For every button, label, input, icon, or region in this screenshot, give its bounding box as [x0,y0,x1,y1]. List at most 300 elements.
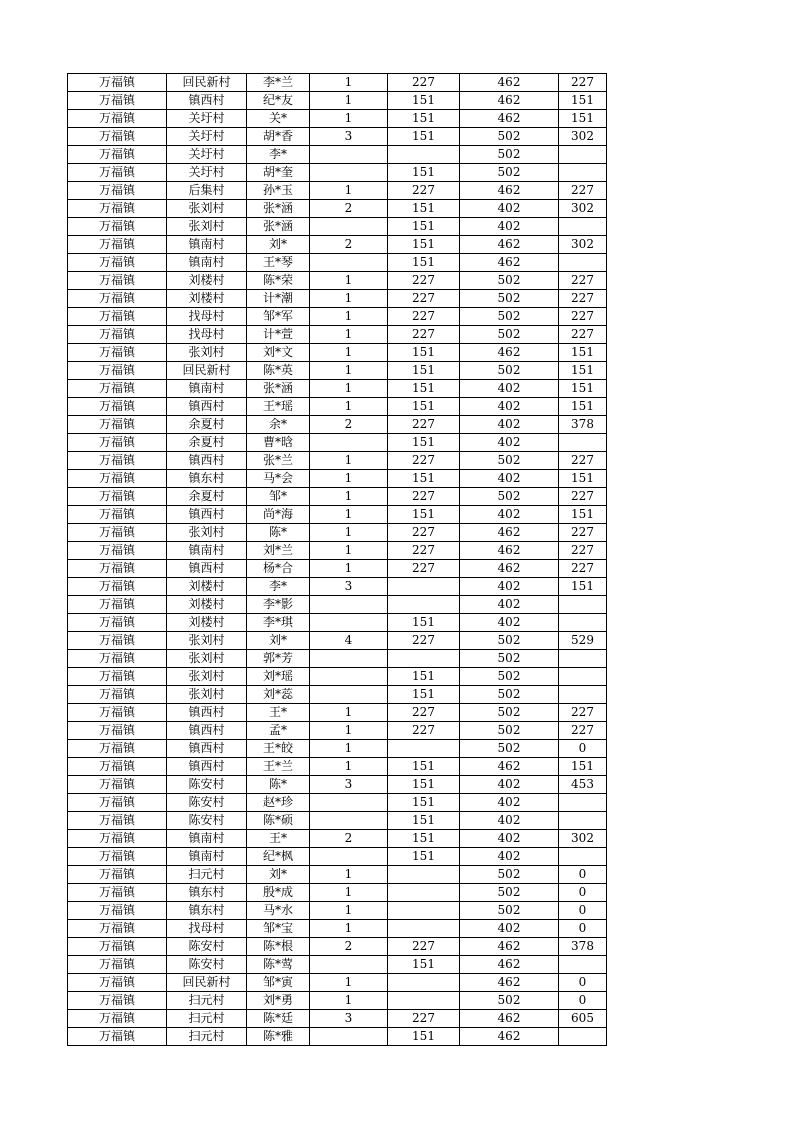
amount-a-cell: 151 [388,380,460,398]
total-cell: 0 [559,992,607,1010]
town-cell: 万福镇 [68,290,167,308]
name-cell: 张*涵 [247,218,310,236]
table-body [68,74,607,1046]
table-row [68,218,607,236]
name-cell: 孙*玉 [247,182,310,200]
amount-a-cell: 151 [388,362,460,380]
town-cell: 万福镇 [68,884,167,902]
count-cell: 1 [310,326,388,344]
table-row [68,920,607,938]
name-cell: 郭*芳 [247,650,310,668]
total-cell: 227 [559,326,607,344]
table-row [68,434,607,452]
count-cell: 1 [310,362,388,380]
count-cell: 1 [310,992,388,1010]
amount-a-cell: 151 [388,398,460,416]
table-row [68,740,607,758]
name-cell: 邹*军 [247,308,310,326]
amount-a-cell: 151 [388,164,460,182]
total-cell [559,686,607,704]
town-cell: 万福镇 [68,632,167,650]
name-cell: 王* [247,830,310,848]
amount-b-cell: 402 [460,596,559,614]
name-cell: 陈*根 [247,938,310,956]
name-cell: 余* [247,416,310,434]
count-cell: 4 [310,632,388,650]
total-cell: 0 [559,884,607,902]
total-cell: 302 [559,200,607,218]
count-cell [310,596,388,614]
table-row [68,146,607,164]
total-cell: 151 [559,398,607,416]
amount-b-cell: 462 [460,74,559,92]
town-cell: 万福镇 [68,1028,167,1046]
amount-b-cell: 462 [460,560,559,578]
village-cell: 镇东村 [167,470,247,488]
town-cell: 万福镇 [68,578,167,596]
town-cell: 万福镇 [68,776,167,794]
village-cell: 镇西村 [167,740,247,758]
amount-a-cell [388,866,460,884]
village-cell: 镇西村 [167,758,247,776]
count-cell: 1 [310,398,388,416]
amount-a-cell: 151 [388,956,460,974]
name-cell: 陈*莺 [247,956,310,974]
amount-b-cell: 462 [460,524,559,542]
town-cell: 万福镇 [68,236,167,254]
total-cell: 151 [559,92,607,110]
count-cell [310,668,388,686]
amount-a-cell: 151 [388,506,460,524]
total-cell: 151 [559,506,607,524]
count-cell: 1 [310,470,388,488]
amount-b-cell: 402 [460,794,559,812]
total-cell: 378 [559,938,607,956]
table-row [68,398,607,416]
table-row [68,524,607,542]
village-cell: 余夏村 [167,488,247,506]
total-cell: 0 [559,974,607,992]
amount-b-cell: 462 [460,236,559,254]
name-cell: 殷*成 [247,884,310,902]
count-cell: 2 [310,200,388,218]
amount-a-cell [388,650,460,668]
table-row [68,704,607,722]
amount-a-cell: 151 [388,830,460,848]
total-cell: 302 [559,830,607,848]
village-cell: 镇东村 [167,902,247,920]
count-cell: 1 [310,866,388,884]
name-cell: 赵*珍 [247,794,310,812]
town-cell: 万福镇 [68,470,167,488]
name-cell: 李*兰 [247,74,310,92]
town-cell: 万福镇 [68,182,167,200]
count-cell: 1 [310,92,388,110]
village-cell: 张刘村 [167,668,247,686]
amount-a-cell [388,902,460,920]
table-row [68,470,607,488]
table-row [68,290,607,308]
table-row [68,200,607,218]
count-cell: 3 [310,1010,388,1028]
amount-b-cell: 502 [460,326,559,344]
village-cell: 镇东村 [167,884,247,902]
table-row [68,686,607,704]
amount-a-cell: 151 [388,668,460,686]
table-row [68,884,607,902]
name-cell: 马*水 [247,902,310,920]
town-cell: 万福镇 [68,704,167,722]
amount-a-cell: 151 [388,776,460,794]
amount-b-cell: 502 [460,704,559,722]
amount-b-cell: 502 [460,128,559,146]
town-cell: 万福镇 [68,758,167,776]
town-cell: 万福镇 [68,902,167,920]
village-cell: 镇西村 [167,704,247,722]
town-cell: 万福镇 [68,434,167,452]
count-cell: 1 [310,902,388,920]
town-cell: 万福镇 [68,326,167,344]
table-row [68,776,607,794]
amount-b-cell: 502 [460,632,559,650]
village-cell: 刘楼村 [167,596,247,614]
data-table [67,73,607,1046]
village-cell: 镇西村 [167,452,247,470]
table-row [68,812,607,830]
amount-a-cell: 227 [388,74,460,92]
total-cell [559,254,607,272]
count-cell: 1 [310,506,388,524]
amount-b-cell: 462 [460,542,559,560]
amount-b-cell: 462 [460,182,559,200]
table-row [68,992,607,1010]
name-cell: 刘* [247,632,310,650]
name-cell: 李*琪 [247,614,310,632]
total-cell: 227 [559,524,607,542]
village-cell: 镇西村 [167,722,247,740]
total-cell: 529 [559,632,607,650]
amount-a-cell [388,884,460,902]
town-cell: 万福镇 [68,92,167,110]
table-row [68,362,607,380]
amount-a-cell: 227 [388,290,460,308]
amount-b-cell: 402 [460,470,559,488]
amount-b-cell: 402 [460,812,559,830]
amount-b-cell: 462 [460,344,559,362]
amount-b-cell: 502 [460,740,559,758]
village-cell: 张刘村 [167,344,247,362]
town-cell: 万福镇 [68,974,167,992]
table-row [68,506,607,524]
total-cell [559,812,607,830]
village-cell: 刘楼村 [167,290,247,308]
amount-a-cell: 151 [388,200,460,218]
town-cell: 万福镇 [68,866,167,884]
count-cell: 1 [310,344,388,362]
village-cell: 张刘村 [167,200,247,218]
total-cell: 378 [559,416,607,434]
name-cell: 陈* [247,524,310,542]
count-cell: 2 [310,236,388,254]
table-row [68,272,607,290]
table-row [68,452,607,470]
town-cell: 万福镇 [68,956,167,974]
town-cell: 万福镇 [68,146,167,164]
total-cell: 302 [559,128,607,146]
table-row [68,956,607,974]
town-cell: 万福镇 [68,506,167,524]
count-cell: 1 [310,884,388,902]
name-cell: 李* [247,578,310,596]
table-row [68,632,607,650]
amount-b-cell: 462 [460,938,559,956]
amount-b-cell: 462 [460,1028,559,1046]
town-cell: 万福镇 [68,1010,167,1028]
amount-a-cell [388,578,460,596]
amount-a-cell: 227 [388,308,460,326]
town-cell: 万福镇 [68,380,167,398]
amount-a-cell: 151 [388,1028,460,1046]
town-cell: 万福镇 [68,200,167,218]
amount-a-cell: 227 [388,560,460,578]
town-cell: 万福镇 [68,812,167,830]
table-row [68,380,607,398]
village-cell: 镇南村 [167,380,247,398]
total-cell: 151 [559,362,607,380]
count-cell: 1 [310,272,388,290]
amount-a-cell: 227 [388,722,460,740]
amount-a-cell: 151 [388,812,460,830]
amount-b-cell: 502 [460,488,559,506]
total-cell: 453 [559,776,607,794]
town-cell: 万福镇 [68,218,167,236]
town-cell: 万福镇 [68,164,167,182]
name-cell: 陈*荣 [247,272,310,290]
name-cell: 张*兰 [247,452,310,470]
town-cell: 万福镇 [68,668,167,686]
amount-a-cell: 151 [388,92,460,110]
count-cell: 1 [310,524,388,542]
table-row [68,542,607,560]
amount-a-cell: 151 [388,470,460,488]
count-cell [310,434,388,452]
count-cell [310,794,388,812]
town-cell: 万福镇 [68,938,167,956]
total-cell: 605 [559,1010,607,1028]
amount-b-cell: 502 [460,902,559,920]
town-cell: 万福镇 [68,362,167,380]
amount-b-cell: 402 [460,200,559,218]
amount-a-cell: 151 [388,686,460,704]
count-cell [310,1028,388,1046]
table-row [68,110,607,128]
town-cell: 万福镇 [68,254,167,272]
table-row [68,902,607,920]
town-cell: 万福镇 [68,740,167,758]
amount-b-cell: 402 [460,776,559,794]
count-cell: 2 [310,938,388,956]
town-cell: 万福镇 [68,794,167,812]
name-cell: 马*会 [247,470,310,488]
village-cell: 扫元村 [167,992,247,1010]
amount-b-cell: 402 [460,848,559,866]
name-cell: 关* [247,110,310,128]
table-row [68,326,607,344]
amount-a-cell: 227 [388,452,460,470]
amount-b-cell: 462 [460,758,559,776]
name-cell: 陈*雅 [247,1028,310,1046]
table-row [68,794,607,812]
village-cell: 张刘村 [167,686,247,704]
total-cell [559,164,607,182]
town-cell: 万福镇 [68,830,167,848]
total-cell: 227 [559,560,607,578]
amount-b-cell: 502 [460,272,559,290]
count-cell: 1 [310,920,388,938]
count-cell [310,650,388,668]
village-cell: 陈安村 [167,812,247,830]
town-cell: 万福镇 [68,416,167,434]
town-cell: 万福镇 [68,560,167,578]
name-cell: 陈*英 [247,362,310,380]
total-cell: 0 [559,866,607,884]
table-row [68,1010,607,1028]
amount-a-cell [388,740,460,758]
name-cell: 刘*蕊 [247,686,310,704]
table-row [68,596,607,614]
total-cell: 151 [559,380,607,398]
table-row [68,128,607,146]
amount-b-cell: 502 [460,722,559,740]
name-cell: 胡*香 [247,128,310,146]
table-row [68,848,607,866]
count-cell: 1 [310,722,388,740]
amount-b-cell: 402 [460,398,559,416]
total-cell: 302 [559,236,607,254]
amount-b-cell: 502 [460,362,559,380]
table-row [68,1028,607,1046]
table-row [68,92,607,110]
total-cell: 227 [559,704,607,722]
village-cell: 张刘村 [167,524,247,542]
count-cell: 1 [310,182,388,200]
total-cell [559,218,607,236]
amount-a-cell: 227 [388,1010,460,1028]
name-cell: 陈*硕 [247,812,310,830]
count-cell: 1 [310,74,388,92]
table-row [68,254,607,272]
count-cell: 1 [310,740,388,758]
name-cell: 王*皎 [247,740,310,758]
amount-b-cell: 402 [460,506,559,524]
total-cell: 227 [559,452,607,470]
amount-b-cell: 502 [460,452,559,470]
table-row [68,236,607,254]
village-cell: 刘楼村 [167,578,247,596]
name-cell: 刘*文 [247,344,310,362]
town-cell: 万福镇 [68,524,167,542]
table-row [68,416,607,434]
town-cell: 万福镇 [68,452,167,470]
amount-b-cell: 502 [460,308,559,326]
village-cell: 张刘村 [167,218,247,236]
table-row [68,344,607,362]
table-row [68,614,607,632]
total-cell: 227 [559,290,607,308]
village-cell: 镇西村 [167,560,247,578]
amount-b-cell: 462 [460,956,559,974]
village-cell: 镇南村 [167,848,247,866]
amount-b-cell: 402 [460,416,559,434]
amount-b-cell: 402 [460,830,559,848]
amount-a-cell: 227 [388,272,460,290]
amount-a-cell: 151 [388,110,460,128]
amount-a-cell: 151 [388,434,460,452]
count-cell [310,848,388,866]
amount-b-cell: 402 [460,920,559,938]
table-row [68,830,607,848]
town-cell: 万福镇 [68,128,167,146]
town-cell: 万福镇 [68,614,167,632]
village-cell: 关圩村 [167,110,247,128]
count-cell: 3 [310,578,388,596]
amount-a-cell [388,596,460,614]
table-row [68,758,607,776]
name-cell: 李*影 [247,596,310,614]
count-cell: 2 [310,830,388,848]
village-cell: 余夏村 [167,434,247,452]
total-cell [559,146,607,164]
amount-a-cell [388,992,460,1010]
table-row [68,578,607,596]
name-cell: 杨*合 [247,560,310,578]
village-cell: 找母村 [167,920,247,938]
table-row [68,488,607,506]
name-cell: 刘*勇 [247,992,310,1010]
total-cell: 227 [559,488,607,506]
total-cell [559,614,607,632]
total-cell [559,956,607,974]
table-row [68,164,607,182]
village-cell: 关圩村 [167,128,247,146]
town-cell: 万福镇 [68,110,167,128]
name-cell: 李* [247,146,310,164]
village-cell: 镇南村 [167,236,247,254]
count-cell: 1 [310,290,388,308]
village-cell: 找母村 [167,326,247,344]
village-cell: 陈安村 [167,938,247,956]
amount-a-cell: 227 [388,524,460,542]
village-cell: 陈安村 [167,956,247,974]
count-cell: 1 [310,110,388,128]
total-cell: 151 [559,758,607,776]
amount-a-cell: 151 [388,614,460,632]
amount-a-cell: 227 [388,488,460,506]
amount-b-cell: 502 [460,866,559,884]
name-cell: 计*潮 [247,290,310,308]
name-cell: 刘*兰 [247,542,310,560]
total-cell: 151 [559,470,607,488]
town-cell: 万福镇 [68,398,167,416]
town-cell: 万福镇 [68,848,167,866]
count-cell: 3 [310,776,388,794]
total-cell: 151 [559,110,607,128]
total-cell: 0 [559,740,607,758]
name-cell: 纪*友 [247,92,310,110]
count-cell [310,164,388,182]
town-cell: 万福镇 [68,308,167,326]
village-cell: 镇西村 [167,398,247,416]
